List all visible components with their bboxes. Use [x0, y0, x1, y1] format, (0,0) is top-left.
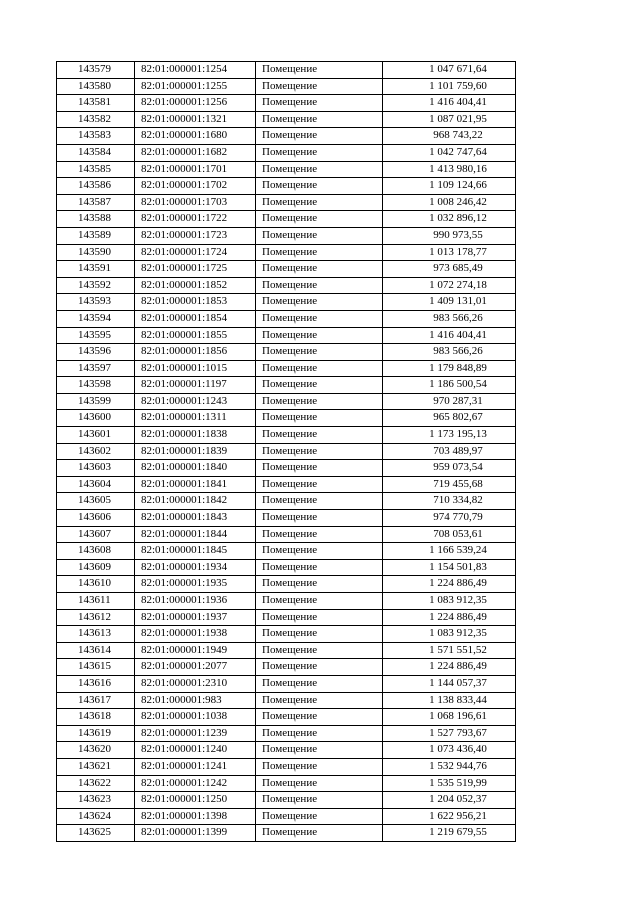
table-row: [57, 543, 516, 560]
table-row: [57, 659, 516, 676]
object-type-cell: Помещение: [256, 310, 383, 327]
record-number-cell: 143591: [57, 261, 135, 278]
table-row: [57, 294, 516, 311]
table-row: [57, 144, 516, 161]
cadastral-number-cell: 82:01:000001:1938: [135, 626, 256, 643]
cadastral-value-cell: 1 173 195,13: [383, 427, 516, 444]
object-type-cell: Помещение: [256, 261, 383, 278]
object-type-cell: Помещение: [256, 609, 383, 626]
table-row: [57, 626, 516, 643]
cadastral-value-cell: 1 571 551,52: [383, 642, 516, 659]
record-number-cell: 143613: [57, 626, 135, 643]
cadastral-number-cell: 82:01:000001:1015: [135, 360, 256, 377]
cadastral-value-cell: 1 083 912,35: [383, 626, 516, 643]
cadastral-value-cell: 973 685,49: [383, 261, 516, 278]
record-number-cell: 143592: [57, 277, 135, 294]
record-number-cell: 143582: [57, 111, 135, 128]
cadastral-number-cell: 82:01:000001:1242: [135, 775, 256, 792]
object-type-cell: Помещение: [256, 593, 383, 610]
record-number-cell: 143588: [57, 211, 135, 228]
table-row: [57, 244, 516, 261]
table-row: [57, 559, 516, 576]
cadastral-number-cell: 82:01:000001:1839: [135, 443, 256, 460]
object-type-cell: Помещение: [256, 277, 383, 294]
cadastral-number-cell: 82:01:000001:1703: [135, 194, 256, 211]
table-row: [57, 227, 516, 244]
table-row: [57, 825, 516, 842]
object-type-cell: Помещение: [256, 78, 383, 95]
record-number-cell: 143599: [57, 393, 135, 410]
object-type-cell: Помещение: [256, 493, 383, 510]
object-type-cell: Помещение: [256, 742, 383, 759]
object-type-cell: Помещение: [256, 294, 383, 311]
record-number-cell: 143580: [57, 78, 135, 95]
cadastral-number-cell: 82:01:000001:1256: [135, 95, 256, 112]
cadastral-value-cell: 1 042 747,64: [383, 144, 516, 161]
object-type-cell: Помещение: [256, 675, 383, 692]
object-type-cell: Помещение: [256, 808, 383, 825]
object-type-cell: Помещение: [256, 211, 383, 228]
cadastral-value-cell: 1 219 679,55: [383, 825, 516, 842]
record-number-cell: 143595: [57, 327, 135, 344]
cadastral-value-cell: 1 109 124,66: [383, 178, 516, 195]
cadastral-value-cell: 1 532 944,76: [383, 758, 516, 775]
record-number-cell: 143579: [57, 62, 135, 79]
object-type-cell: Помещение: [256, 377, 383, 394]
object-type-cell: Помещение: [256, 725, 383, 742]
table-row: [57, 178, 516, 195]
table-row: [57, 344, 516, 361]
table-row: [57, 393, 516, 410]
cadastral-value-cell: 1 154 501,83: [383, 559, 516, 576]
object-type-cell: Помещение: [256, 559, 383, 576]
cadastral-value-cell: 1 416 404,41: [383, 327, 516, 344]
cadastral-value-cell: 1 413 980,16: [383, 161, 516, 178]
table-row: [57, 111, 516, 128]
table-row: [57, 261, 516, 278]
cadastral-number-cell: 82:01:000001:1250: [135, 792, 256, 809]
cadastral-number-cell: 82:01:000001:983: [135, 692, 256, 709]
table-row: [57, 211, 516, 228]
table-row: [57, 161, 516, 178]
cadastral-number-cell: 82:01:000001:1949: [135, 642, 256, 659]
record-number-cell: 143586: [57, 178, 135, 195]
cadastral-value-cell: 703 489,97: [383, 443, 516, 460]
record-number-cell: 143603: [57, 460, 135, 477]
record-number-cell: 143618: [57, 709, 135, 726]
record-number-cell: 143583: [57, 128, 135, 145]
table-row: [57, 742, 516, 759]
cadastral-value-cell: 1 224 886,49: [383, 659, 516, 676]
cadastral-number-cell: 82:01:000001:1241: [135, 758, 256, 775]
table-row: [57, 62, 516, 79]
record-number-cell: 143622: [57, 775, 135, 792]
table-row: [57, 493, 516, 510]
cadastral-number-cell: 82:01:000001:1399: [135, 825, 256, 842]
object-type-cell: Помещение: [256, 443, 383, 460]
cadastral-value-cell: 1 083 912,35: [383, 593, 516, 610]
cadastral-number-cell: 82:01:000001:1398: [135, 808, 256, 825]
cadastral-number-cell: 82:01:000001:1702: [135, 178, 256, 195]
cadastral-value-cell: 1 186 500,54: [383, 377, 516, 394]
cadastral-number-cell: 82:01:000001:1937: [135, 609, 256, 626]
object-type-cell: Помещение: [256, 128, 383, 145]
table-row: [57, 95, 516, 112]
table-row: [57, 310, 516, 327]
cadastral-value-cell: 1 101 759,60: [383, 78, 516, 95]
object-type-cell: Помещение: [256, 476, 383, 493]
object-type-cell: Помещение: [256, 576, 383, 593]
cadastral-value-cell: 959 073,54: [383, 460, 516, 477]
cadastral-number-cell: 82:01:000001:1854: [135, 310, 256, 327]
registry-table-body: [57, 62, 516, 842]
cadastral-value-cell: 1 535 519,99: [383, 775, 516, 792]
cadastral-number-cell: 82:01:000001:1838: [135, 427, 256, 444]
object-type-cell: Помещение: [256, 526, 383, 543]
cadastral-value-cell: 719 455,68: [383, 476, 516, 493]
cadastral-number-cell: 82:01:000001:1844: [135, 526, 256, 543]
table-row: [57, 792, 516, 809]
cadastral-number-cell: 82:01:000001:1240: [135, 742, 256, 759]
object-type-cell: Помещение: [256, 244, 383, 261]
table-row: [57, 593, 516, 610]
object-type-cell: Помещение: [256, 642, 383, 659]
object-type-cell: Помещение: [256, 227, 383, 244]
cadastral-value-cell: 1 087 021,95: [383, 111, 516, 128]
cadastral-value-cell: 990 973,55: [383, 227, 516, 244]
object-type-cell: Помещение: [256, 792, 383, 809]
cadastral-value-cell: 1 622 956,21: [383, 808, 516, 825]
cadastral-number-cell: 82:01:000001:1701: [135, 161, 256, 178]
cadastral-number-cell: 82:01:000001:1243: [135, 393, 256, 410]
cadastral-value-cell: 1 224 886,49: [383, 576, 516, 593]
cadastral-number-cell: 82:01:000001:1841: [135, 476, 256, 493]
record-number-cell: 143606: [57, 510, 135, 527]
record-number-cell: 143612: [57, 609, 135, 626]
table-row: [57, 526, 516, 543]
object-type-cell: Помещение: [256, 692, 383, 709]
record-number-cell: 143593: [57, 294, 135, 311]
table-row: [57, 443, 516, 460]
object-type-cell: Помещение: [256, 144, 383, 161]
object-type-cell: Помещение: [256, 95, 383, 112]
table-row: [57, 360, 516, 377]
record-number-cell: 143624: [57, 808, 135, 825]
cadastral-number-cell: 82:01:000001:1725: [135, 261, 256, 278]
cadastral-number-cell: 82:01:000001:1935: [135, 576, 256, 593]
cadastral-value-cell: 983 566,26: [383, 310, 516, 327]
table-row: [57, 476, 516, 493]
cadastral-value-cell: 1 138 833,44: [383, 692, 516, 709]
record-number-cell: 143614: [57, 642, 135, 659]
object-type-cell: Помещение: [256, 393, 383, 410]
table-row: [57, 377, 516, 394]
table-row: [57, 427, 516, 444]
cadastral-value-cell: 1 032 896,12: [383, 211, 516, 228]
record-number-cell: 143602: [57, 443, 135, 460]
cadastral-number-cell: 82:01:000001:1853: [135, 294, 256, 311]
cadastral-number-cell: 82:01:000001:1842: [135, 493, 256, 510]
cadastral-value-cell: 1 527 793,67: [383, 725, 516, 742]
cadastral-number-cell: 82:01:000001:1682: [135, 144, 256, 161]
cadastral-value-cell: 970 287,31: [383, 393, 516, 410]
cadastral-value-cell: 710 334,82: [383, 493, 516, 510]
object-type-cell: Помещение: [256, 194, 383, 211]
table-row: [57, 675, 516, 692]
object-type-cell: Помещение: [256, 161, 383, 178]
cadastral-number-cell: 82:01:000001:1321: [135, 111, 256, 128]
table-row: [57, 510, 516, 527]
table-row: [57, 576, 516, 593]
object-type-cell: Помещение: [256, 344, 383, 361]
cadastral-value-cell: 1 166 539,24: [383, 543, 516, 560]
object-type-cell: Помещение: [256, 178, 383, 195]
table-row: [57, 128, 516, 145]
record-number-cell: 143587: [57, 194, 135, 211]
cadastral-number-cell: 82:01:000001:1680: [135, 128, 256, 145]
record-number-cell: 143601: [57, 427, 135, 444]
object-type-cell: Помещение: [256, 510, 383, 527]
record-number-cell: 143604: [57, 476, 135, 493]
object-type-cell: Помещение: [256, 327, 383, 344]
cadastral-value-cell: 1 068 196,61: [383, 709, 516, 726]
record-number-cell: 143621: [57, 758, 135, 775]
cadastral-number-cell: 82:01:000001:1936: [135, 593, 256, 610]
cadastral-value-cell: 708 053,61: [383, 526, 516, 543]
record-number-cell: 143596: [57, 344, 135, 361]
cadastral-number-cell: 82:01:000001:1239: [135, 725, 256, 742]
record-number-cell: 143600: [57, 410, 135, 427]
record-number-cell: 143605: [57, 493, 135, 510]
cadastral-number-cell: 82:01:000001:1722: [135, 211, 256, 228]
object-type-cell: Помещение: [256, 410, 383, 427]
cadastral-number-cell: 82:01:000001:2077: [135, 659, 256, 676]
record-number-cell: 143619: [57, 725, 135, 742]
table-row: [57, 758, 516, 775]
cadastral-number-cell: 82:01:000001:1311: [135, 410, 256, 427]
table-row: [57, 277, 516, 294]
cadastral-value-cell: 1 072 274,18: [383, 277, 516, 294]
cadastral-number-cell: 82:01:000001:1254: [135, 62, 256, 79]
record-number-cell: 143615: [57, 659, 135, 676]
record-number-cell: 143611: [57, 593, 135, 610]
object-type-cell: Помещение: [256, 427, 383, 444]
record-number-cell: 143590: [57, 244, 135, 261]
object-type-cell: Помещение: [256, 775, 383, 792]
record-number-cell: 143625: [57, 825, 135, 842]
object-type-cell: Помещение: [256, 543, 383, 560]
cadastral-value-cell: 1 047 671,64: [383, 62, 516, 79]
object-type-cell: Помещение: [256, 626, 383, 643]
record-number-cell: 143585: [57, 161, 135, 178]
table-row: [57, 642, 516, 659]
record-number-cell: 143589: [57, 227, 135, 244]
cadastral-number-cell: 82:01:000001:1843: [135, 510, 256, 527]
table-row: [57, 808, 516, 825]
record-number-cell: 143594: [57, 310, 135, 327]
object-type-cell: Помещение: [256, 62, 383, 79]
object-type-cell: Помещение: [256, 460, 383, 477]
table-row: [57, 78, 516, 95]
table-row: [57, 410, 516, 427]
cadastral-number-cell: 82:01:000001:1852: [135, 277, 256, 294]
registry-table: [56, 61, 516, 842]
record-number-cell: 143610: [57, 576, 135, 593]
table-row: [57, 327, 516, 344]
record-number-cell: 143608: [57, 543, 135, 560]
record-number-cell: 143609: [57, 559, 135, 576]
cadastral-number-cell: 82:01:000001:1856: [135, 344, 256, 361]
cadastral-value-cell: 1 013 178,77: [383, 244, 516, 261]
record-number-cell: 143607: [57, 526, 135, 543]
record-number-cell: 143581: [57, 95, 135, 112]
object-type-cell: Помещение: [256, 758, 383, 775]
cadastral-value-cell: 1 416 404,41: [383, 95, 516, 112]
record-number-cell: 143620: [57, 742, 135, 759]
cadastral-number-cell: 82:01:000001:1934: [135, 559, 256, 576]
table-row: [57, 692, 516, 709]
record-number-cell: 143616: [57, 675, 135, 692]
cadastral-value-cell: 1 179 848,89: [383, 360, 516, 377]
cadastral-number-cell: 82:01:000001:1840: [135, 460, 256, 477]
cadastral-number-cell: 82:01:000001:1723: [135, 227, 256, 244]
record-number-cell: 143617: [57, 692, 135, 709]
record-number-cell: 143597: [57, 360, 135, 377]
table-row: [57, 460, 516, 477]
object-type-cell: Помещение: [256, 360, 383, 377]
cadastral-number-cell: 82:01:000001:1845: [135, 543, 256, 560]
cadastral-number-cell: 82:01:000001:1855: [135, 327, 256, 344]
cadastral-value-cell: 1 224 886,49: [383, 609, 516, 626]
cadastral-number-cell: 82:01:000001:2310: [135, 675, 256, 692]
cadastral-value-cell: 1 144 057,37: [383, 675, 516, 692]
cadastral-value-cell: 983 566,26: [383, 344, 516, 361]
record-number-cell: 143623: [57, 792, 135, 809]
object-type-cell: Помещение: [256, 825, 383, 842]
cadastral-value-cell: 965 802,67: [383, 410, 516, 427]
cadastral-value-cell: 968 743,22: [383, 128, 516, 145]
record-number-cell: 143598: [57, 377, 135, 394]
object-type-cell: Помещение: [256, 111, 383, 128]
table-row: [57, 775, 516, 792]
table-row: [57, 725, 516, 742]
cadastral-number-cell: 82:01:000001:1255: [135, 78, 256, 95]
cadastral-value-cell: 1 409 131,01: [383, 294, 516, 311]
table-row: [57, 194, 516, 211]
cadastral-value-cell: 1 008 246,42: [383, 194, 516, 211]
object-type-cell: Помещение: [256, 709, 383, 726]
table-row: [57, 609, 516, 626]
object-type-cell: Помещение: [256, 659, 383, 676]
cadastral-number-cell: 82:01:000001:1724: [135, 244, 256, 261]
record-number-cell: 143584: [57, 144, 135, 161]
cadastral-value-cell: 1 073 436,40: [383, 742, 516, 759]
cadastral-number-cell: 82:01:000001:1197: [135, 377, 256, 394]
table-row: [57, 709, 516, 726]
cadastral-value-cell: 1 204 052,37: [383, 792, 516, 809]
cadastral-value-cell: 974 770,79: [383, 510, 516, 527]
cadastral-number-cell: 82:01:000001:1038: [135, 709, 256, 726]
